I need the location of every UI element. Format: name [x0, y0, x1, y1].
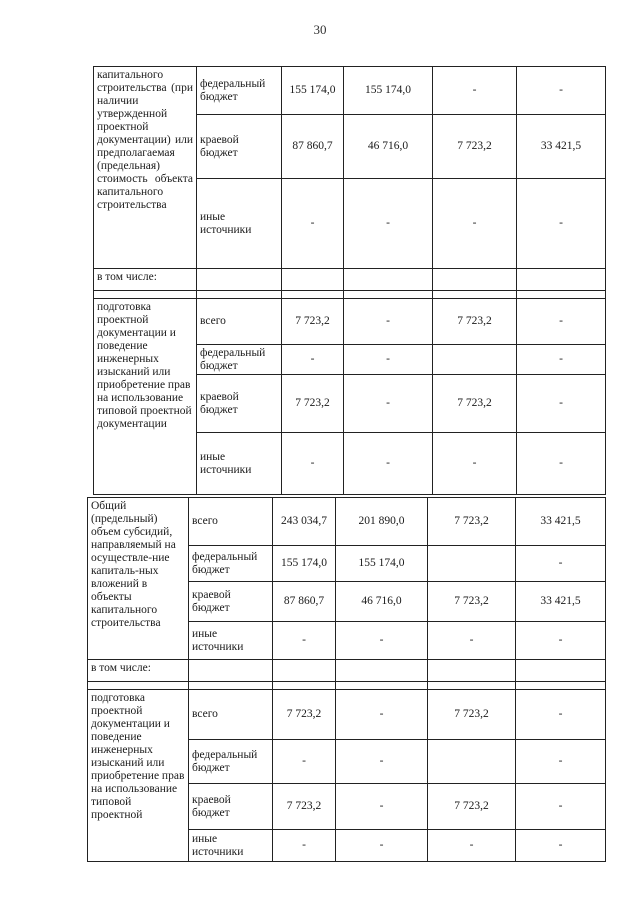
value-cell: 7 723,2 — [273, 690, 336, 740]
source-cell: краевой бюджет — [189, 582, 273, 622]
value-cell: 7 723,2 — [428, 690, 516, 740]
table-row — [94, 269, 606, 291]
value-cell: - — [336, 784, 428, 830]
value-cell: - — [428, 830, 516, 862]
table-row — [94, 299, 606, 345]
value-cell: 155 174,0 — [273, 546, 336, 582]
value-cell: - — [273, 830, 336, 862]
value-cell: 155 174,0 — [336, 546, 428, 582]
source-cell: иные источники — [197, 433, 282, 495]
value-cell: - — [517, 67, 606, 115]
empty-cell — [336, 682, 428, 690]
empty-cell — [273, 682, 336, 690]
value-cell: - — [517, 433, 606, 495]
empty-cell — [433, 291, 517, 299]
value-cell: 33 421,5 — [517, 115, 606, 179]
empty-cell — [344, 291, 433, 299]
value-cell: - — [282, 179, 344, 269]
value-cell: - — [433, 67, 517, 115]
value-cell: - — [516, 830, 606, 862]
table-row — [94, 67, 606, 115]
including-label: в том числе: — [94, 269, 197, 291]
table-row — [94, 291, 606, 299]
empty-cell — [197, 269, 282, 291]
value-cell: - — [516, 784, 606, 830]
value-cell: 7 723,2 — [428, 498, 516, 546]
value-cell: - — [433, 179, 517, 269]
value-cell: 87 860,7 — [273, 582, 336, 622]
value-cell: 155 174,0 — [344, 67, 433, 115]
value-cell: 33 421,5 — [516, 582, 606, 622]
empty-cell — [517, 291, 606, 299]
value-cell: 243 034,7 — [273, 498, 336, 546]
value-cell: - — [282, 433, 344, 495]
source-cell: иные источники — [189, 622, 273, 660]
empty-cell — [428, 660, 516, 682]
value-cell: 7 723,2 — [428, 582, 516, 622]
value-cell: 87 860,7 — [282, 115, 344, 179]
value-cell: 201 890,0 — [336, 498, 428, 546]
row-description: капитального строительства (при наличии утвержденной проектной документации) или предполагаемая (предельная) стоимость объекта капитального строительства — [94, 67, 197, 269]
empty-cell — [189, 682, 273, 690]
value-cell: - — [273, 622, 336, 660]
funding-table-upper — [93, 66, 606, 495]
row-description: подготовка проектной документации и поведение инженерных изысканий или приобретение прав на использование типовой проектной документации — [94, 299, 197, 495]
value-cell — [428, 546, 516, 582]
empty-cell — [282, 291, 344, 299]
empty-cell — [517, 269, 606, 291]
including-label: в том числе: — [88, 660, 189, 682]
value-cell: - — [344, 433, 433, 495]
value-cell: 7 723,2 — [433, 115, 517, 179]
source-cell: всего — [189, 498, 273, 546]
value-cell: 46 716,0 — [336, 582, 428, 622]
value-cell: 7 723,2 — [433, 299, 517, 345]
value-cell: - — [336, 690, 428, 740]
value-cell: - — [336, 740, 428, 784]
value-cell: - — [517, 179, 606, 269]
value-cell: - — [336, 622, 428, 660]
value-cell: - — [516, 622, 606, 660]
value-cell: 155 174,0 — [282, 67, 344, 115]
empty-cell — [516, 682, 606, 690]
empty-cell — [88, 682, 189, 690]
page-number: 30 — [313, 22, 327, 37]
value-cell: - — [344, 375, 433, 433]
empty-cell — [189, 660, 273, 682]
value-cell — [428, 740, 516, 784]
source-cell: иные источники — [189, 830, 273, 862]
source-cell: всего — [189, 690, 273, 740]
source-cell: федеральный бюджет — [197, 345, 282, 375]
value-cell: 33 421,5 — [516, 498, 606, 546]
source-cell: краевой бюджет — [189, 784, 273, 830]
value-cell — [433, 345, 517, 375]
empty-cell — [197, 291, 282, 299]
value-cell: - — [336, 830, 428, 862]
value-cell: 46 716,0 — [344, 115, 433, 179]
value-cell: 7 723,2 — [282, 375, 344, 433]
source-cell: всего — [197, 299, 282, 345]
empty-cell — [344, 269, 433, 291]
value-cell: - — [516, 546, 606, 582]
source-cell: федеральный бюджет — [189, 740, 273, 784]
table-row — [88, 682, 606, 690]
value-cell: - — [517, 375, 606, 433]
source-cell: краевой бюджет — [197, 375, 282, 433]
value-cell: 7 723,2 — [282, 299, 344, 345]
empty-cell — [282, 269, 344, 291]
empty-cell — [273, 660, 336, 682]
value-cell: - — [428, 622, 516, 660]
source-cell: краевой бюджет — [197, 115, 282, 179]
table-row — [88, 498, 606, 546]
row-description: Общий (предельный) объем субсидий, направляемый на осуществле-ние капиталь-ных вложений в объекты капитального строительства — [88, 498, 189, 660]
value-cell: 7 723,2 — [433, 375, 517, 433]
empty-cell — [516, 660, 606, 682]
empty-cell — [336, 660, 428, 682]
value-cell: - — [516, 690, 606, 740]
table-row — [88, 690, 606, 740]
source-cell: федеральный бюджет — [197, 67, 282, 115]
source-cell: иные источники — [197, 179, 282, 269]
value-cell: - — [273, 740, 336, 784]
empty-cell — [94, 291, 197, 299]
row-description: подготовка проектной документации и поведение инженерных изысканий или приобретение прав на использование типовой проектной — [88, 690, 189, 862]
value-cell: - — [433, 433, 517, 495]
source-cell: федеральный бюджет — [189, 546, 273, 582]
value-cell: - — [516, 740, 606, 784]
value-cell: - — [282, 345, 344, 375]
value-cell: - — [517, 299, 606, 345]
value-cell: - — [344, 345, 433, 375]
empty-cell — [428, 682, 516, 690]
value-cell: 7 723,2 — [428, 784, 516, 830]
value-cell: - — [517, 345, 606, 375]
value-cell: - — [344, 299, 433, 345]
empty-cell — [433, 269, 517, 291]
value-cell: - — [344, 179, 433, 269]
value-cell: 7 723,2 — [273, 784, 336, 830]
table-row — [88, 660, 606, 682]
funding-table-lower — [87, 497, 606, 862]
